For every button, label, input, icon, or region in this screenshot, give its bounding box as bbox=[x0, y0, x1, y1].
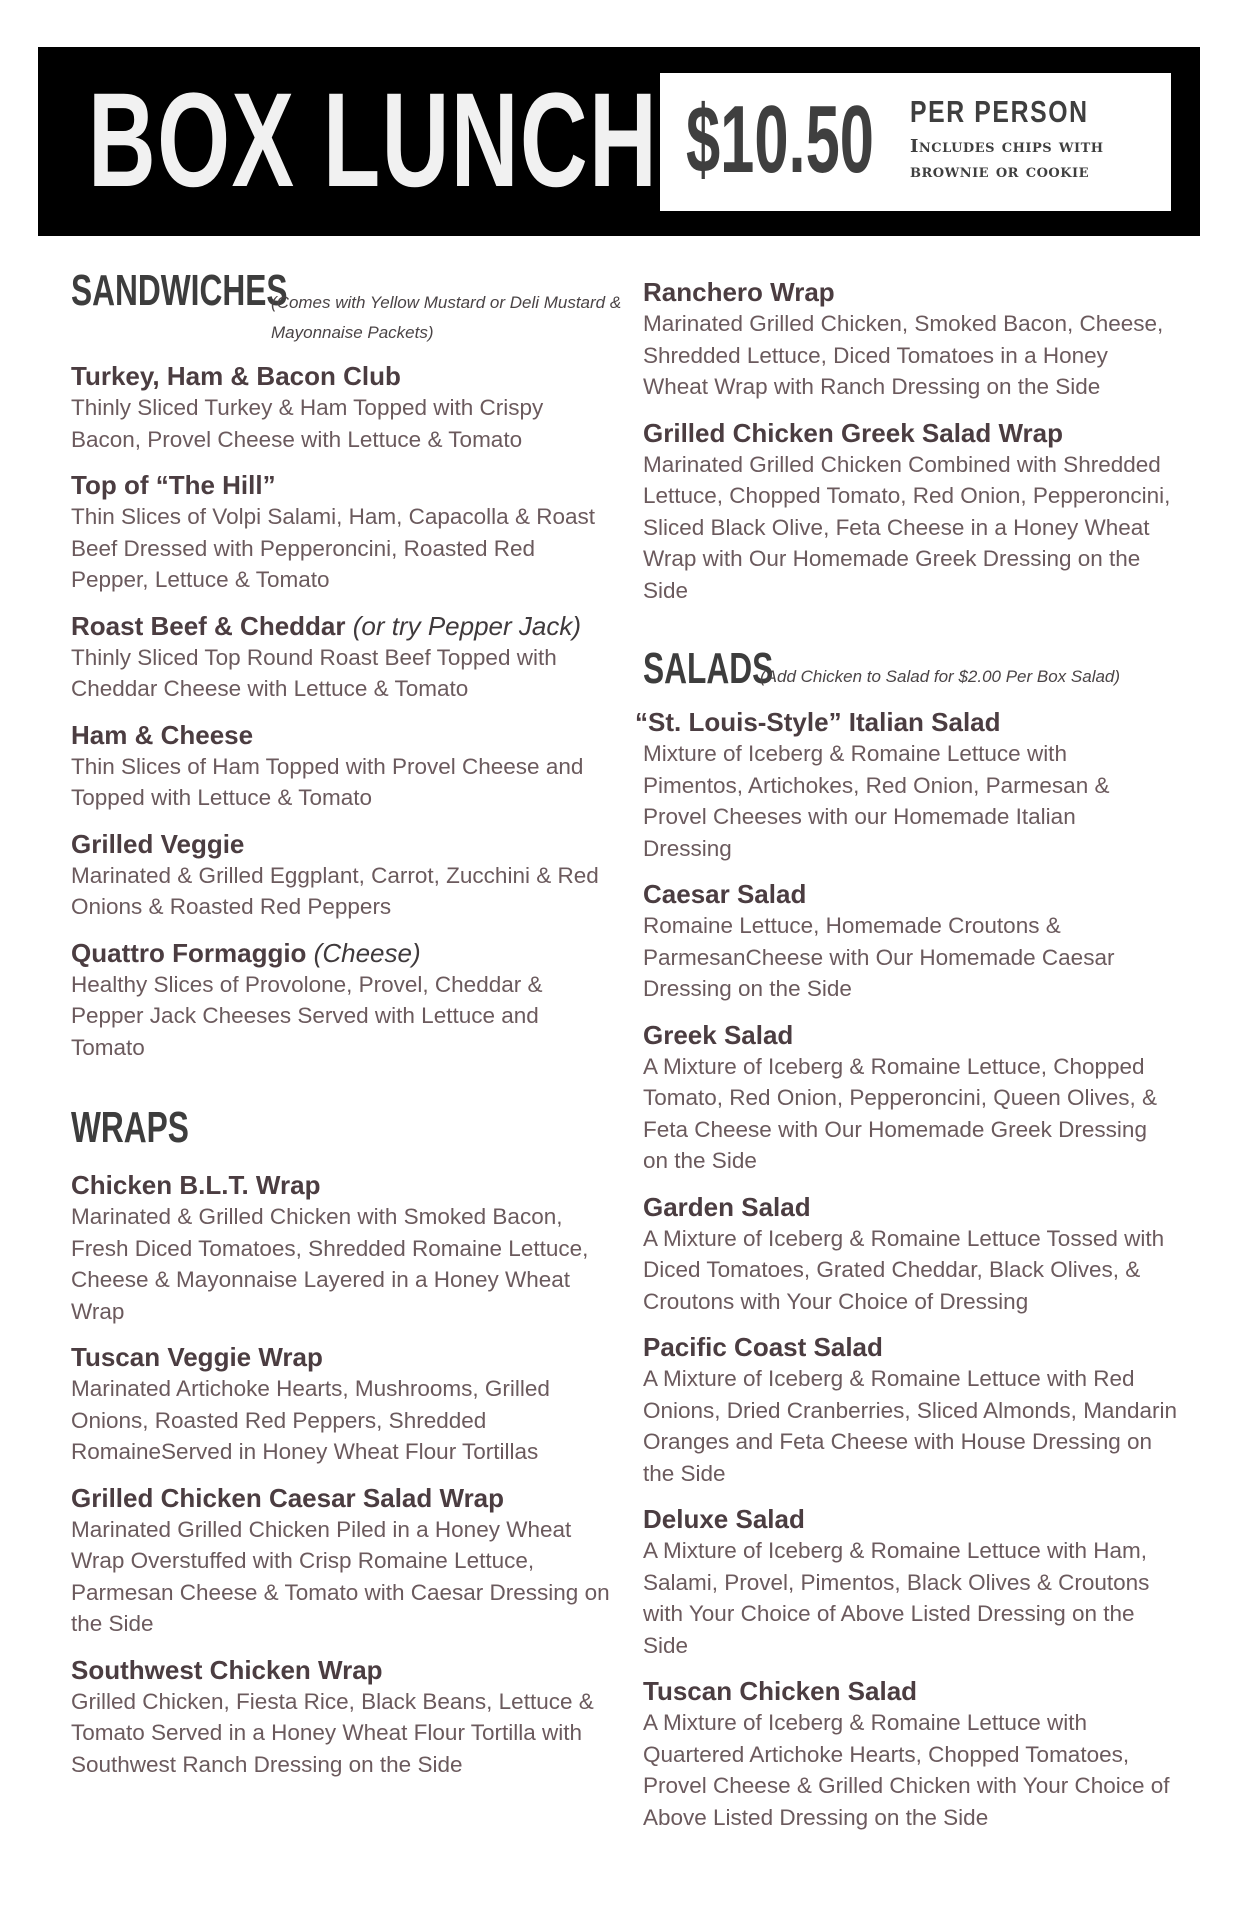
salads-note: (Add Chicken to Salad for $2.00 Per Box Salad) bbox=[760, 667, 1121, 686]
item-name: Ranchero Wrap bbox=[643, 277, 835, 307]
menu-item bbox=[643, 1503, 1183, 1661]
item-description: Thin Slices of Ham Topped with Provel Cheese and Topped with Lettuce & Tomato bbox=[71, 753, 584, 810]
item-alt-option: (or try Pepper Jack) bbox=[352, 610, 582, 641]
menu-item bbox=[71, 719, 616, 814]
menu-item bbox=[71, 1654, 616, 1781]
menu-item bbox=[71, 937, 616, 1064]
wraps-header bbox=[71, 1105, 616, 1157]
per-person-label: PER PERSON bbox=[910, 94, 1089, 129]
left-column bbox=[71, 266, 622, 1780]
item-name: Turkey, Ham & Bacon Club bbox=[71, 361, 401, 391]
item-name-text: Roast Beef & Cheddar bbox=[71, 610, 346, 641]
menu-item bbox=[71, 1482, 616, 1640]
item-description: A Mixture of Iceberg & Romaine Lettuce with Quartered Artichoke Hearts, Chopped Tomatoes, Provel Cheese & Grilled Chicken with Your Choice of Above Listed Dressing on the Side bbox=[643, 1710, 1170, 1830]
item-description: Marinated & Grilled Eggplant, Carrot, Zucchini & Red Onions & Roasted Red Peppers bbox=[71, 862, 599, 919]
item-name bbox=[71, 610, 616, 642]
item-name: “St. Louis-Style” Italian Salad bbox=[635, 707, 1001, 737]
salads-header bbox=[643, 646, 1183, 698]
menu-item bbox=[643, 1191, 1183, 1318]
section-title-wraps: WRAPS bbox=[71, 1103, 189, 1152]
item-description: Thinly Sliced Top Round Roast Beef Topped with Cheddar Cheese with Lettuce & Tomato bbox=[71, 644, 557, 701]
item-description: Romaine Lettuce, Homemade Croutons & ParmesanCheese with Our Homemade Caesar Dressing on the Side bbox=[643, 913, 1115, 1001]
item-description: Marinated Artichoke Hearts, Mushrooms, Grilled Onions, Roasted Red Peppers, Shredded RomaineServed in Honey Wheat Flour Tortillas bbox=[71, 1376, 550, 1464]
menu-item bbox=[643, 417, 1183, 607]
menu-item bbox=[643, 1675, 1183, 1833]
menu-item bbox=[71, 360, 616, 455]
sandwiches-header bbox=[71, 266, 622, 346]
item-description: A Mixture of Iceberg & Romaine Lettuce with Red Onions, Dried Cranberries, Sliced Almonds, Mandarin Oranges and Feta Cheese with House Dressing on the Side bbox=[643, 1366, 1177, 1486]
item-description: Marinated Grilled Chicken Combined with Shredded Lettuce, Chopped Tomato, Red Onion, Pepperoncini, Sliced Black Olive, Feta Cheese in a Honey Wheat Wrap with Our Homemade Greek Dressing on the Side bbox=[643, 451, 1171, 603]
section-title-salads: SALADS bbox=[643, 644, 774, 693]
right-column bbox=[635, 268, 1183, 1833]
menu-item bbox=[71, 1169, 616, 1327]
item-name: Top of “The Hill” bbox=[71, 470, 276, 500]
item-description: A Mixture of Iceberg & Romaine Lettuce with Ham, Salami, Provel, Pimentos, Black Olives & Croutons with Your Choice of Above Listed Dressing on the Side bbox=[643, 1538, 1150, 1658]
item-name-text: Quattro Formaggio bbox=[71, 937, 307, 968]
menu-item bbox=[643, 276, 1183, 403]
item-description: Healthy Slices of Provolone, Provel, Cheddar & Pepper Jack Cheeses Served with Lettuce and Tomato bbox=[71, 971, 543, 1060]
price-box bbox=[660, 73, 1171, 211]
menu-item bbox=[643, 1331, 1183, 1489]
item-name: Ham & Cheese bbox=[71, 719, 254, 750]
item-description: A Mixture of Iceberg & Romaine Lettuce, Chopped Tomato, Red Onion, Pepperoncini, Queen Olives, & Feta Cheese with Our Homemade Greek Dressing on the Side bbox=[643, 1053, 1158, 1173]
includes-note: Includes chips with brownie or cookie bbox=[910, 136, 1104, 182]
menu-item bbox=[71, 828, 616, 923]
menu-item bbox=[71, 610, 616, 705]
sandwiches-note-text: (Comes with Yellow Mustard or Deli Mustard & Mayonnaise Packets) bbox=[271, 293, 622, 342]
price: $10.50 bbox=[686, 86, 874, 193]
item-description: Thinly Sliced Turkey & Ham Topped with Crispy Bacon, Provel Cheese with Lettuce & Tomato bbox=[71, 395, 544, 452]
item-name: Grilled Veggie bbox=[71, 828, 245, 859]
item-description: Marinated Grilled Chicken, Smoked Bacon, Cheese, Shredded Lettuce, Diced Tomatoes in a Honey Wheat Wrap with Ranch Dressing on the Side bbox=[643, 311, 1164, 399]
item-name bbox=[71, 937, 616, 969]
item-alt-option: (Cheese) bbox=[313, 937, 421, 968]
menu-item bbox=[635, 706, 1183, 864]
item-name: Tuscan Veggie Wrap bbox=[71, 1342, 323, 1372]
header-banner bbox=[38, 47, 1200, 236]
page-title: BOX LUNCH bbox=[88, 66, 659, 215]
menu-item bbox=[643, 1019, 1183, 1177]
item-description: Mixture of Iceberg & Romaine Lettuce with Pimentos, Artichokes, Red Onion, Parmesan & Provel Cheeses with our Homemade Italian Dressing bbox=[643, 741, 1110, 861]
item-description: A Mixture of Iceberg & Romaine Lettuce Tossed with Diced Tomatoes, Grated Cheddar, Black Olives, & Croutons with Your Choice of Dressing bbox=[643, 1225, 1165, 1314]
section-title-sandwiches: SANDWICHES bbox=[71, 266, 288, 315]
item-description: Marinated & Grilled Chicken with Smoked Bacon, Fresh Diced Tomatoes, Shredded Romaine Lettuce, Cheese & Mayonnaise Layered in a Honey Wheat Wrap bbox=[71, 1204, 589, 1324]
menu-item bbox=[71, 1341, 616, 1468]
item-name: Garden Salad bbox=[643, 1191, 811, 1222]
menu-item bbox=[71, 469, 616, 596]
item-name: Greek Salad bbox=[643, 1019, 794, 1050]
item-name: Grilled Chicken Greek Salad Wrap bbox=[643, 417, 1064, 448]
item-name: Caesar Salad bbox=[643, 879, 807, 909]
item-name: Tuscan Chicken Salad bbox=[643, 1676, 918, 1706]
item-name: Pacific Coast Salad bbox=[643, 1332, 883, 1362]
item-name: Southwest Chicken Wrap bbox=[71, 1654, 383, 1685]
item-description: Grilled Chicken, Fiesta Rice, Black Beans, Lettuce & Tomato Served in a Honey Wheat Flour Tortilla with Southwest Ranch Dressing on the Side bbox=[71, 1688, 594, 1777]
item-name: Deluxe Salad bbox=[643, 1504, 805, 1534]
item-description: Marinated Grilled Chicken Piled in a Honey Wheat Wrap Overstuffed with Crisp Romaine Lettuce, Parmesan Cheese & Tomato with Caesar Dressing on the Side bbox=[71, 1516, 610, 1636]
item-name: Chicken B.L.T. Wrap bbox=[71, 1170, 321, 1200]
item-description: Thin Slices of Volpi Salami, Ham, Capacolla & Roast Beef Dressed with Pepperoncini, Roasted Red Pepper, Lettuce & Tomato bbox=[71, 504, 595, 592]
menu-item bbox=[643, 878, 1183, 1005]
item-name: Grilled Chicken Caesar Salad Wrap bbox=[71, 1482, 505, 1513]
